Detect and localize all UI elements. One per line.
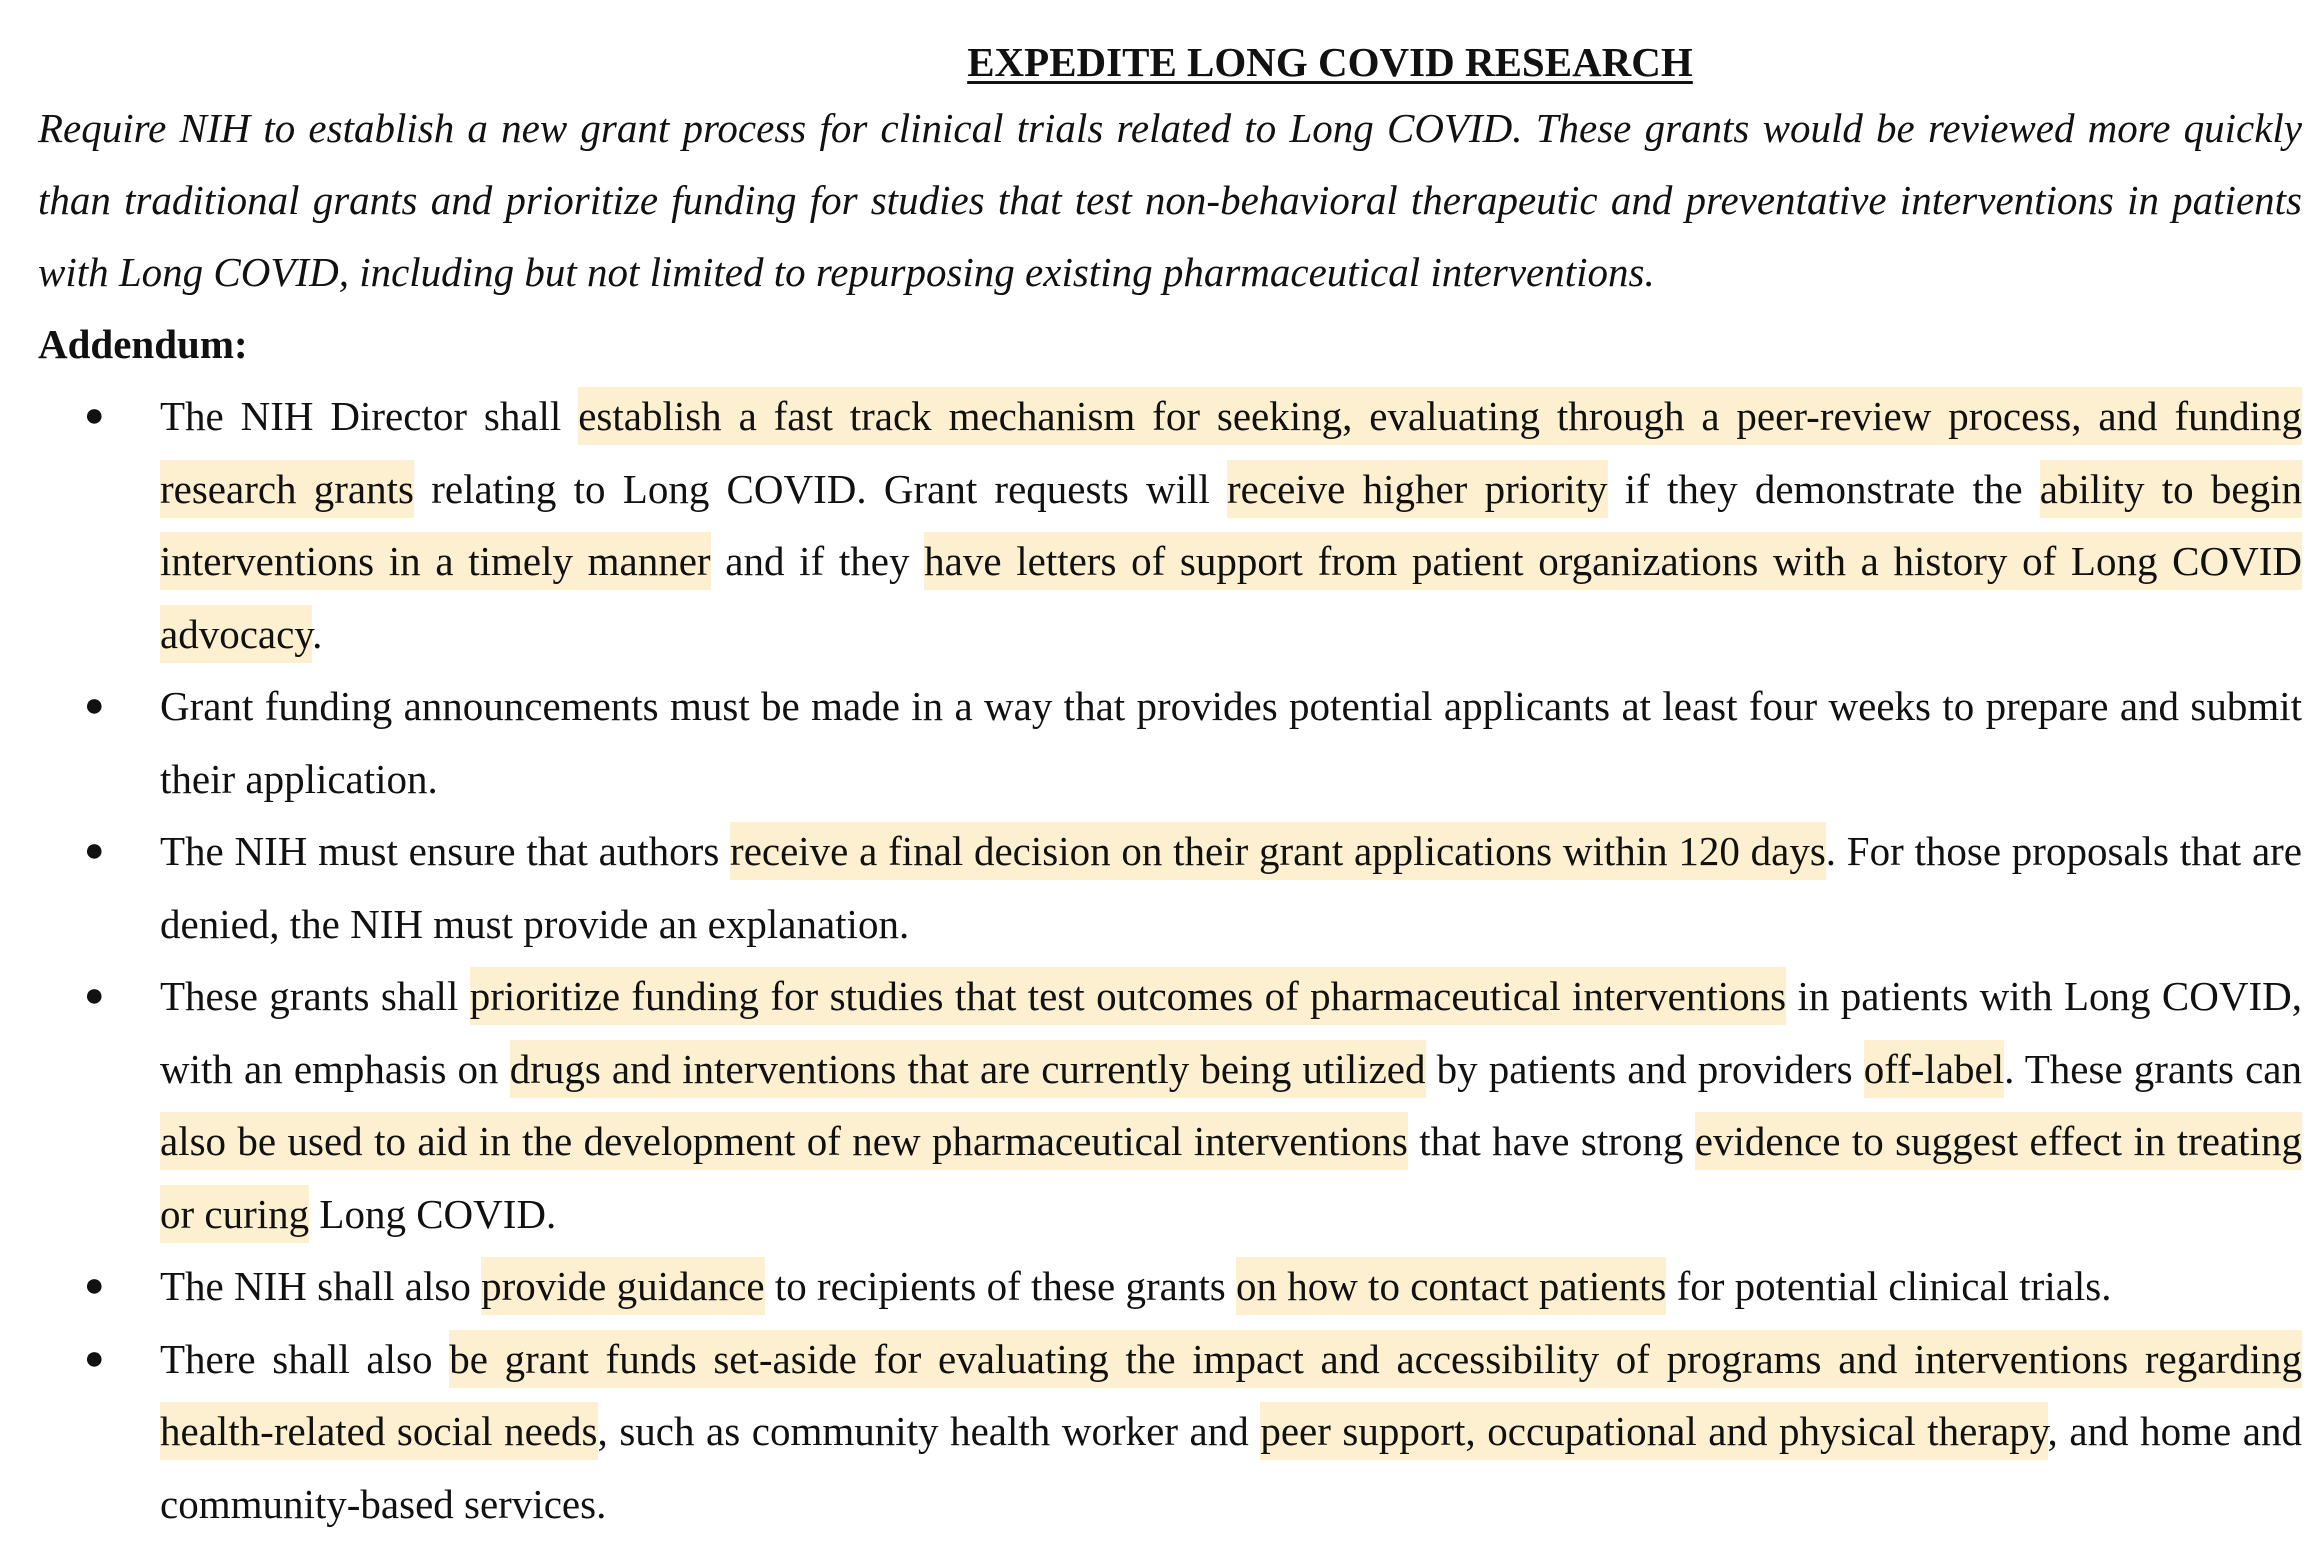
text-segment: . xyxy=(312,610,323,657)
text-segment: if they demonstrate the xyxy=(1607,465,2040,512)
bullet-icon: ● xyxy=(84,687,105,724)
bullet-icon: ● xyxy=(84,977,105,1014)
bullet-icon: ● xyxy=(84,1339,105,1377)
bullet-icon: ● xyxy=(84,832,105,869)
list-item xyxy=(38,960,2302,1250)
text-segment: . These grants can xyxy=(2004,1045,2303,1092)
highlighted-text: ability to begin interventions in a timely manner xyxy=(160,460,2302,591)
highlighted-text: provide guidance xyxy=(481,1257,764,1315)
highlighted-text: also be used to aid in the development of new pharmaceutical interventions xyxy=(160,1112,1408,1170)
bullet-icon: ● xyxy=(84,397,105,434)
text-segment: by patients and providers xyxy=(1425,1045,1864,1092)
text-segment: relating to Long COVID. Grant requests will xyxy=(413,465,1228,512)
highlighted-text: off-label xyxy=(1864,1040,2004,1098)
highlighted-text: drugs and interventions that are currently being utilized xyxy=(510,1040,1426,1098)
highlighted-text: establish a fast track mechanism for seeking, evaluating through a peer-review process, and funding research grants xyxy=(160,387,2302,518)
text-segment: in patients with Long COVID, with an emphasis on xyxy=(160,973,2303,1092)
list-item xyxy=(38,1323,2302,1541)
highlighted-text: have letters of support from patient organizations with a history of Long COVID advocacy xyxy=(160,532,2302,663)
text-segment: Long COVID. xyxy=(309,1190,557,1237)
page-title: EXPEDITE LONG COVID RESEARCH xyxy=(967,39,1693,85)
highlighted-text: receive a final decision on their grant applications within 120 days xyxy=(730,822,1826,880)
summary-paragraph: Require NIH to establish a new grant process for clinical trials related to Long COVID. These grants would be reviewed more quickly than traditional grants and prioritize funding for studies that test non-behavioral therapeutic and preventative interventions in patients with Long COVID, including but not limited to repurposing existing pharmaceutical interventions. xyxy=(38,105,2302,295)
list-item xyxy=(38,1250,2302,1323)
text-segment: There shall also xyxy=(160,1335,450,1382)
highlighted-text: prioritize funding for studies that test outcomes of pharmaceutical interventions xyxy=(470,967,1786,1025)
text-segment: The NIH Director shall xyxy=(160,393,579,439)
highlighted-text: be grant funds set-aside for evaluating the impact and accessibility of programs and interventions regarding health-related social needs xyxy=(160,1330,2302,1461)
text-segment: The NIH must ensure that authors xyxy=(160,828,731,874)
list-item xyxy=(38,380,2302,670)
addendum-list xyxy=(38,380,2302,1540)
text-segment: Grant funding announcements must be made in a way that provides potential applicants at least four weeks to prepare and submit their application. xyxy=(160,683,2302,802)
text-segment: , such as community health worker and xyxy=(597,1408,1261,1454)
addendum-heading: Addendum: xyxy=(38,321,248,367)
highlighted-text: receive higher priority xyxy=(1227,460,1608,518)
highlighted-text: on how to contact patients xyxy=(1236,1257,1666,1315)
list-item xyxy=(38,670,2302,815)
text-segment: and if they xyxy=(710,538,925,584)
text-segment: . For those proposals that are denied, the NIH must provide an explanation. xyxy=(160,828,2302,947)
text-segment: to recipients of these grants xyxy=(764,1263,1236,1309)
bullet-icon: ● xyxy=(84,1267,105,1304)
text-segment: that have strong xyxy=(1407,1118,1695,1164)
text-segment: for potential clinical trials. xyxy=(1666,1263,2112,1309)
text-segment: The NIH shall also xyxy=(160,1263,482,1309)
highlighted-text: peer support, occupational and physical therapy xyxy=(1260,1402,2047,1460)
list-item xyxy=(38,815,2302,960)
text-segment: These grants shall xyxy=(160,973,470,1019)
text-segment: , and home and community-based services. xyxy=(160,1408,2302,1527)
highlighted-text: evidence to suggest effect in treating or curing xyxy=(160,1112,2302,1243)
